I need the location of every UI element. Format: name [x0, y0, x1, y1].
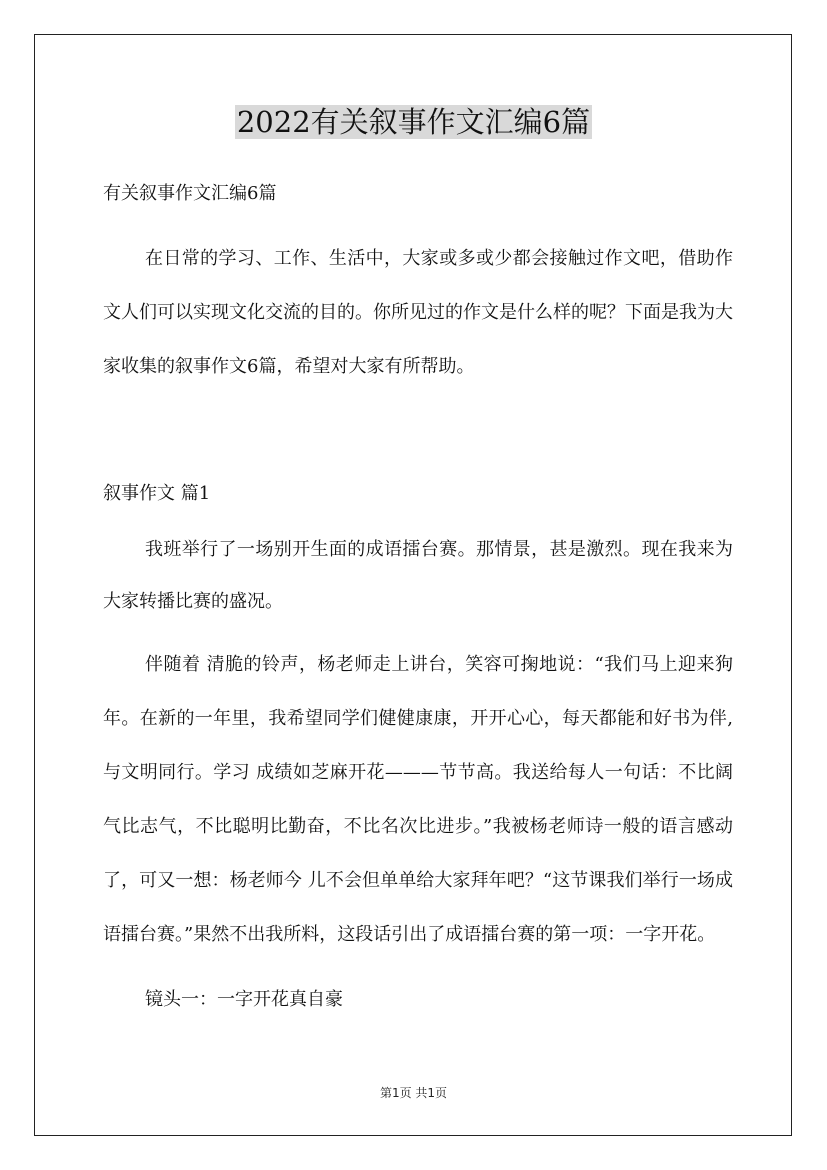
document-subtitle: 有关叙事作文汇编6篇: [103, 183, 277, 204]
body-paragraph: 我班举行了一场别开生面的成语擂台赛。那情景，甚是激烈。现在我来为大家转播比赛的盛况。: [103, 539, 733, 612]
body-paragraph: 镜头一：一字开花真自豪: [145, 989, 343, 1010]
body-paragraph: 伴随着 清脆的铃声，杨老师走上讲台，笑容可掬地说：“我们马上迎来狗年。在新的一年里，我希望同学们健健康康，开开心心，每天都能和好书为伴,与文明同行。学习 成绩如芝麻开花———节节高。我送给每人一句话：不比阔气比志气，不比聪明比勤奋，不比名次比进步。”我被杨老师诗一般的语言感动了，可又一想：杨老师今 儿不会但单单给大家拜年吧？“这节课我们举行一场成语擂台赛。”果然不出我所料，这段话引出了成语擂台赛的第一项：一字开花。: [103, 654, 733, 945]
page-footer: 第1页 共1页: [379, 1086, 448, 1100]
document-title-text: 2022有关叙事作文汇编6篇: [236, 105, 591, 139]
intro-paragraph: 在日常的学习、工作、生活中，大家或多或少都会接触过作文吧，借助作文人们可以实现文化交流的目的。你所见过的作文是什么样的呢？下面是我为大家收集的叙事作文6篇，希望对大家有所帮助。: [103, 248, 733, 377]
document-title: [0, 100, 827, 144]
section-heading: 叙事作文 篇1: [103, 483, 211, 504]
document-body: [103, 174, 733, 1026]
